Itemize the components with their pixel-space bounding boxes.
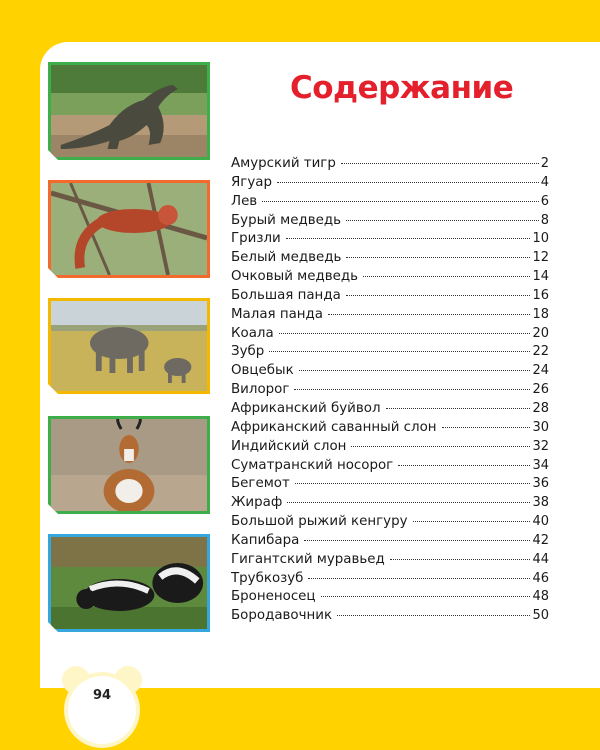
toc-entry (231, 363, 549, 382)
toc-entry-page: 24 (532, 363, 549, 379)
toc-dot-leader (346, 295, 531, 296)
toc-dot-leader (286, 238, 531, 239)
toc-entry-name: Жираф (231, 495, 283, 511)
toc-entry-page: 4 (540, 174, 549, 190)
toc-entry (231, 589, 549, 608)
photo-elephants-savanna (48, 298, 210, 394)
toc-dot-leader (390, 559, 531, 560)
toc-entry (231, 213, 549, 232)
toc-entry-name: Лев (231, 193, 258, 209)
toc-dot-leader (262, 201, 539, 202)
toc-entry-page: 32 (532, 438, 549, 454)
toc-dot-leader (386, 408, 531, 409)
toc-entry (231, 156, 549, 175)
toc-dot-leader (308, 578, 530, 579)
toc-entry (231, 194, 549, 213)
toc-entry-name: Бурый медведь (231, 212, 342, 228)
toc-dot-leader (279, 333, 531, 334)
toc-entry-name: Броненосец (231, 589, 316, 605)
toc-dot-leader (321, 596, 531, 597)
toc-entry (231, 175, 549, 194)
toc-entry (231, 571, 549, 590)
toc-dot-leader (287, 502, 530, 503)
toc-entry-page: 20 (532, 325, 549, 341)
photo-red-panda (48, 180, 210, 278)
toc-dot-leader (294, 389, 530, 390)
toc-entry (231, 439, 549, 458)
toc-entry (231, 250, 549, 269)
toc-entry-page: 10 (532, 231, 549, 247)
toc-dot-leader (413, 521, 531, 522)
toc-dot-leader (346, 220, 539, 221)
toc-entry-page: 38 (532, 495, 549, 511)
toc-entry-name: Белый медведь (231, 250, 342, 266)
toc-entry-name: Гигантский муравьед (231, 551, 385, 567)
toc-entry-page: 28 (532, 400, 549, 416)
toc-entry-name: Вилорог (231, 382, 290, 398)
toc-entry-name: Коала (231, 325, 274, 341)
toc-entry-page: 26 (532, 382, 549, 398)
toc-entry (231, 552, 549, 571)
toc-entry-name: Большой рыжий кенгуру (231, 514, 408, 530)
toc-dot-leader (295, 483, 531, 484)
toc-entry-page: 12 (532, 250, 549, 266)
page-number: 94 (92, 688, 112, 703)
toc-dot-leader (363, 276, 530, 277)
toc-entry (231, 382, 549, 401)
toc-entry-page: 14 (532, 269, 549, 285)
toc-dot-leader (341, 163, 539, 164)
table-of-contents (231, 156, 549, 627)
toc-dot-leader (328, 314, 530, 315)
toc-dot-leader (351, 446, 530, 447)
toc-entry-name: Бородавочник (231, 608, 333, 624)
toc-entry (231, 420, 549, 439)
toc-entry-name: Индийский слон (231, 438, 347, 454)
toc-entry-name: Амурский тигр (231, 156, 336, 171)
toc-entry (231, 608, 549, 627)
toc-entry-name: Очковый медведь (231, 269, 359, 285)
toc-entry-page: 36 (532, 476, 549, 492)
toc-dot-leader (442, 427, 531, 428)
toc-entry-page: 40 (532, 514, 549, 530)
toc-entry (231, 514, 549, 533)
toc-entry (231, 344, 549, 363)
toc-entry-page: 46 (532, 570, 549, 586)
toc-entry-name: Суматранский носорог (231, 457, 394, 473)
toc-entry-page: 34 (532, 457, 549, 473)
toc-entry-page: 16 (532, 287, 549, 303)
toc-dot-leader (277, 182, 539, 183)
toc-entry-page: 48 (532, 589, 549, 605)
toc-entry (231, 533, 549, 552)
toc-dot-leader (269, 351, 530, 352)
toc-dot-leader (304, 540, 530, 541)
photo-skunk (48, 534, 210, 632)
toc-entry (231, 288, 549, 307)
toc-entry-page: 8 (540, 212, 549, 228)
toc-entry-page: 18 (532, 306, 549, 322)
toc-entry (231, 458, 549, 477)
toc-entry (231, 307, 549, 326)
toc-dot-leader (398, 465, 530, 466)
toc-entry (231, 269, 549, 288)
toc-entry-name: Овцебык (231, 363, 294, 379)
toc-entry-page: 30 (532, 419, 549, 435)
toc-dot-leader (346, 257, 530, 258)
toc-dot-leader (337, 615, 530, 616)
page-number-badge (58, 660, 146, 750)
toc-entry-name: Большая панда (231, 287, 341, 303)
toc-entry (231, 495, 549, 514)
toc-entry-name: Зубр (231, 344, 265, 360)
toc-dot-leader (299, 370, 531, 371)
toc-entry-page: 6 (540, 193, 549, 209)
toc-entry-page: 44 (532, 551, 549, 567)
toc-entry-name: Ягуар (231, 174, 272, 190)
toc-entry-name: Африканский саванный слон (231, 419, 437, 435)
toc-entry-page: 42 (532, 532, 549, 548)
toc-entry-name: Малая панда (231, 306, 324, 322)
toc-entry-name: Бегемот (231, 476, 290, 492)
photo-komodo-dragon (48, 62, 210, 160)
toc-entry-name: Капибара (231, 532, 300, 548)
page-title: Содержание (290, 70, 514, 106)
toc-entry (231, 326, 549, 345)
toc-entry-page: 50 (532, 608, 549, 624)
toc-entry-name: Трубкозуб (231, 570, 304, 586)
toc-entry-name: Африканский буйвол (231, 400, 381, 416)
photo-pronghorn (48, 416, 210, 514)
toc-entry (231, 401, 549, 420)
toc-entry-page: 2 (540, 156, 549, 171)
toc-entry-page: 22 (532, 344, 549, 360)
toc-entry (231, 476, 549, 495)
toc-entry (231, 231, 549, 250)
toc-entry-name: Гризли (231, 231, 281, 247)
